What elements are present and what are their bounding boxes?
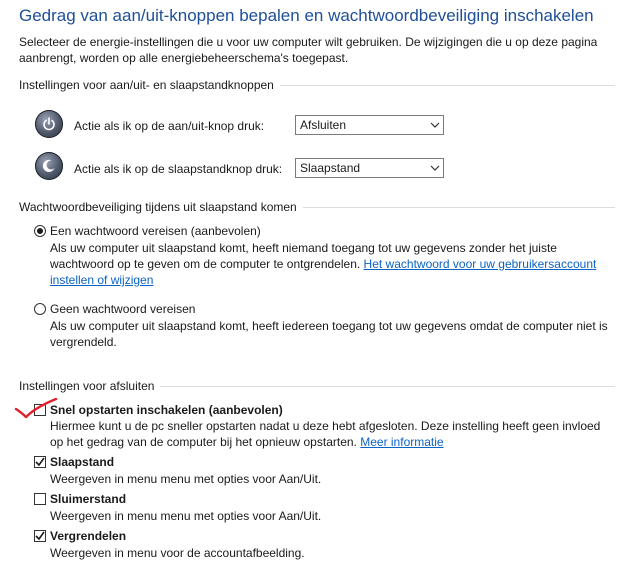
- divider: [303, 207, 615, 208]
- checkmark-icon: [35, 457, 45, 467]
- lock-checkbox[interactable]: [34, 530, 46, 542]
- password-section-heading: [19, 199, 615, 215]
- divider: [160, 386, 615, 387]
- fast-startup-desc-text: Hiermee kunt u de pc sneller opstarten nadat u deze hebt afgesloten. Deze instelling heeft geen invloed op het gedrag van de computer bij het opnieuw opstarten.: [50, 419, 601, 449]
- radio-selected-dot: [37, 228, 43, 234]
- hibernate-label[interactable]: Sluimerstand: [50, 492, 127, 506]
- chevron-down-icon: [427, 165, 443, 171]
- lock-label[interactable]: Vergrendelen: [50, 529, 127, 543]
- sleep-button-icon: [35, 152, 63, 180]
- page-intro: Selecteer de energie-instellingen die u voor uw computer wilt gebruiken. De wijzigingen die u op deze pagina aanbrengt, worden op alle energiebeheerschema's toegepast.: [19, 35, 598, 65]
- sleep-description: Weergeven in menu menu met opties voor Aan/Uit.: [50, 472, 322, 486]
- power-button-action-label: Actie als ik op de aan/uit-knop druk:: [74, 119, 265, 133]
- buttons-section-heading: [19, 77, 615, 93]
- sleep-label[interactable]: Slaapstand: [50, 455, 115, 469]
- shutdown-section-heading: [19, 378, 615, 394]
- hibernate-checkbox[interactable]: [34, 493, 46, 505]
- page-title: Gedrag van aan/uit-knoppen bepalen en wachtwoordbeveiliging inschakelen: [19, 6, 594, 25]
- sleep-button-action-label: Actie als ik op de slaapstandknop druk:: [74, 162, 283, 176]
- no-password-label[interactable]: Geen wachtwoord vereisen: [50, 302, 196, 316]
- checkmark-icon: [35, 531, 45, 541]
- password-section-title: Wachtwoordbeveiliging tijdens uit slaapstand komen: [19, 200, 297, 214]
- require-password-radio[interactable]: [34, 225, 46, 237]
- no-password-radio[interactable]: [34, 303, 46, 315]
- sleep-button-action-value: Slaapstand: [300, 161, 361, 175]
- chevron-down-icon: [427, 122, 443, 128]
- require-password-description: [50, 240, 610, 288]
- more-info-link[interactable]: Meer informatie: [360, 435, 444, 449]
- divider: [280, 85, 615, 86]
- power-button-action-value: Afsluiten: [300, 118, 347, 132]
- require-password-label[interactable]: Een wachtwoord vereisen (aanbevolen): [50, 224, 261, 238]
- shutdown-section-title: Instellingen voor afsluiten: [19, 379, 155, 393]
- red-annotation-checkmark: [14, 398, 58, 420]
- lock-description: Weergeven in menu voor de accountafbeelding.: [50, 546, 305, 560]
- fast-startup-label[interactable]: Snel opstarten inschakelen (aanbevolen): [50, 403, 283, 417]
- sleep-checkbox[interactable]: [34, 456, 46, 468]
- hibernate-description: Weergeven in menu menu met opties voor Aan/Uit.: [50, 509, 322, 523]
- sleep-button-action-select[interactable]: [295, 158, 444, 178]
- require-password-desc-text: Als uw computer uit slaapstand komt, heeft niemand toegang tot uw gegevens zonder het juiste wachtwoord op te geven om de computer te ontgrendelen.: [50, 241, 557, 271]
- power-button-action-select[interactable]: [295, 115, 444, 135]
- power-button-icon: [35, 110, 63, 138]
- no-password-description: Als uw computer uit slaapstand komt, heeft iedereen toegang tot uw gegevens omdat de computer niet is vergrendeld.: [50, 319, 608, 349]
- buttons-section-title: Instellingen voor aan/uit- en slaapstandknoppen: [19, 78, 274, 92]
- fast-startup-description: [50, 418, 610, 450]
- change-password-link[interactable]: Het wachtwoord voor uw gebruikersaccount instellen of wijzigen: [50, 257, 597, 287]
